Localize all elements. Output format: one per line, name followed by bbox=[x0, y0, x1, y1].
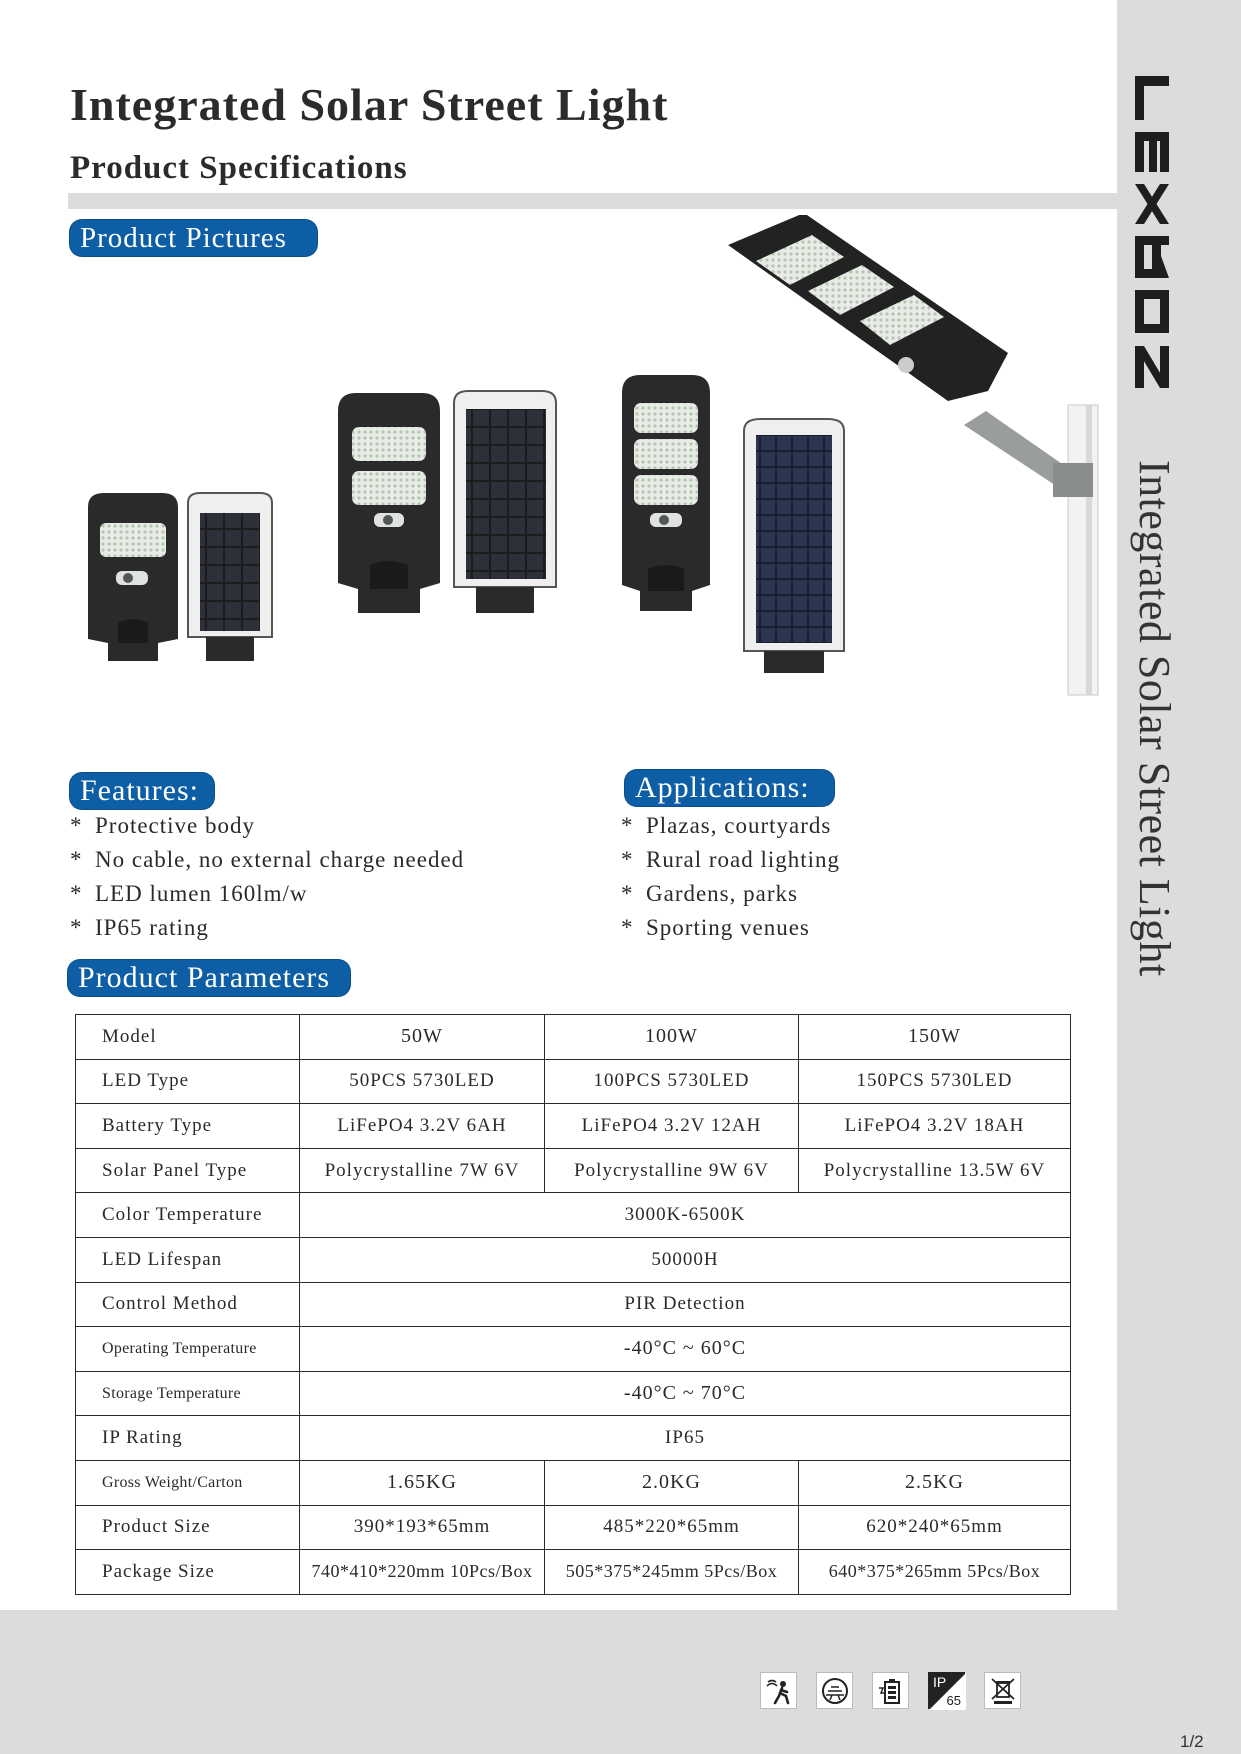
row-label: Color Temperature bbox=[76, 1193, 300, 1238]
table-cell: LiFePO4 3.2V 6AH bbox=[300, 1104, 545, 1149]
table-cell: LiFePO4 3.2V 12AH bbox=[545, 1104, 799, 1149]
row-label: Gross Weight/Carton bbox=[76, 1460, 300, 1505]
table-cell: -40°C ~ 60°C bbox=[300, 1327, 1071, 1372]
application-text: Gardens, parks bbox=[646, 881, 798, 906]
table-row bbox=[76, 1371, 1071, 1416]
lexron-logo bbox=[1132, 76, 1241, 402]
light-50w-back bbox=[188, 493, 272, 661]
feature-text: IP65 rating bbox=[95, 915, 209, 940]
table-cell: 50000H bbox=[300, 1237, 1071, 1282]
page-number: 1/2 bbox=[1180, 1732, 1204, 1751]
table-row bbox=[76, 1104, 1071, 1149]
ip-number: 65 bbox=[946, 1693, 961, 1708]
bullet-star: * bbox=[70, 881, 83, 906]
applications-list bbox=[621, 809, 840, 945]
table-row bbox=[76, 1416, 1071, 1461]
table-row bbox=[76, 1505, 1071, 1550]
bullet-star: * bbox=[621, 881, 634, 906]
row-label: LED Type bbox=[76, 1059, 300, 1104]
row-label: Battery Type bbox=[76, 1104, 300, 1149]
light-100w-back bbox=[454, 391, 556, 613]
list-item bbox=[621, 911, 840, 945]
table-cell: Polycrystalline 13.5W 6V bbox=[799, 1148, 1071, 1193]
bullet-star: * bbox=[621, 915, 634, 940]
table-cell: 100PCS 5730LED bbox=[545, 1059, 799, 1104]
application-text: Rural road lighting bbox=[646, 847, 841, 872]
table-row bbox=[76, 1237, 1071, 1282]
list-item bbox=[621, 877, 840, 911]
table-cell: 50PCS 5730LED bbox=[300, 1059, 545, 1104]
table-cell: 640*375*265mm 5Pcs/Box bbox=[799, 1550, 1071, 1595]
table-cell: IP65 bbox=[300, 1416, 1071, 1461]
table-cell: LiFePO4 3.2V 18AH bbox=[799, 1104, 1071, 1149]
ip-label: IP bbox=[933, 1674, 947, 1690]
parameters-table bbox=[75, 1014, 1071, 1595]
model-cell: 150W bbox=[799, 1015, 1071, 1060]
row-label: IP Rating bbox=[76, 1416, 300, 1461]
table-row bbox=[76, 1460, 1071, 1505]
section-label-product-pictures: Product Pictures bbox=[70, 220, 317, 256]
application-text: Plazas, courtyards bbox=[646, 813, 832, 838]
weee-bin-icon bbox=[984, 1672, 1021, 1709]
row-label: Control Method bbox=[76, 1282, 300, 1327]
table-cell: 1.65KG bbox=[300, 1460, 545, 1505]
section-label-product-parameters: Product Parameters bbox=[68, 960, 350, 996]
table-row bbox=[76, 1282, 1071, 1327]
page-title: Integrated Solar Street Light bbox=[70, 79, 669, 130]
table-cell: -40°C ~ 70°C bbox=[300, 1371, 1071, 1416]
table-cell: PIR Detection bbox=[300, 1282, 1071, 1327]
table-row bbox=[76, 1550, 1071, 1595]
list-item bbox=[70, 911, 464, 945]
certification-icons bbox=[760, 1672, 1021, 1712]
list-item bbox=[70, 877, 464, 911]
table-row bbox=[76, 1327, 1071, 1372]
list-item bbox=[70, 843, 464, 877]
table-cell: 485*220*65mm bbox=[545, 1505, 799, 1550]
product-pictures bbox=[68, 215, 1108, 700]
bullet-star: * bbox=[70, 847, 83, 872]
bullet-star: * bbox=[70, 915, 83, 940]
list-item bbox=[70, 809, 464, 843]
feature-text: Protective body bbox=[95, 813, 255, 838]
application-text: Sporting venues bbox=[646, 915, 810, 940]
row-label: Package Size bbox=[76, 1550, 300, 1595]
bullet-star: * bbox=[70, 813, 83, 838]
table-row bbox=[76, 1193, 1071, 1238]
row-label: Model bbox=[76, 1015, 300, 1060]
solar-sun-icon bbox=[816, 1672, 853, 1709]
table-cell: 150PCS 5730LED bbox=[799, 1059, 1071, 1104]
table-cell: Polycrystalline 9W 6V bbox=[545, 1148, 799, 1193]
table-cell: 620*240*65mm bbox=[799, 1505, 1071, 1550]
light-150w-front bbox=[622, 375, 710, 611]
table-cell: 505*375*245mm 5Pcs/Box bbox=[545, 1550, 799, 1595]
table-row bbox=[76, 1015, 1071, 1060]
title-divider bbox=[68, 193, 1117, 209]
model-cell: 100W bbox=[545, 1015, 799, 1060]
model-cell: 50W bbox=[300, 1015, 545, 1060]
table-cell: 3000K-6500K bbox=[300, 1193, 1071, 1238]
section-label-features: Features: bbox=[70, 773, 214, 809]
footer-band bbox=[0, 1610, 1241, 1754]
battery-icon bbox=[872, 1672, 909, 1709]
row-label: Storage Temperature bbox=[76, 1371, 300, 1416]
page-subtitle: Product Specifications bbox=[70, 150, 408, 186]
list-item bbox=[621, 843, 840, 877]
section-label-applications: Applications: bbox=[625, 770, 834, 806]
table-row bbox=[76, 1059, 1071, 1104]
row-label: Product Size bbox=[76, 1505, 300, 1550]
light-50w-front bbox=[88, 493, 178, 661]
table-cell: 390*193*65mm bbox=[300, 1505, 545, 1550]
bullet-star: * bbox=[621, 813, 634, 838]
ip65-icon bbox=[928, 1672, 965, 1709]
feature-text: LED lumen 160lm/w bbox=[95, 881, 308, 906]
table-cell: 740*410*220mm 10Pcs/Box bbox=[300, 1550, 545, 1595]
table-row bbox=[76, 1148, 1071, 1193]
vertical-product-title: Integrated Solar Street Light bbox=[1130, 460, 1179, 977]
row-label: LED Lifespan bbox=[76, 1237, 300, 1282]
feature-text: No cable, no external charge needed bbox=[95, 847, 465, 872]
table-cell: Polycrystalline 7W 6V bbox=[300, 1148, 545, 1193]
bullet-star: * bbox=[621, 847, 634, 872]
table-cell: 2.0KG bbox=[545, 1460, 799, 1505]
light-100w-front bbox=[338, 393, 440, 613]
list-item bbox=[621, 809, 840, 843]
row-label: Operating Temperature bbox=[76, 1327, 300, 1372]
features-list bbox=[70, 809, 464, 945]
table-cell: 2.5KG bbox=[799, 1460, 1071, 1505]
motion-sensor-icon bbox=[760, 1672, 797, 1709]
row-label: Solar Panel Type bbox=[76, 1148, 300, 1193]
light-150w-back bbox=[744, 419, 844, 673]
